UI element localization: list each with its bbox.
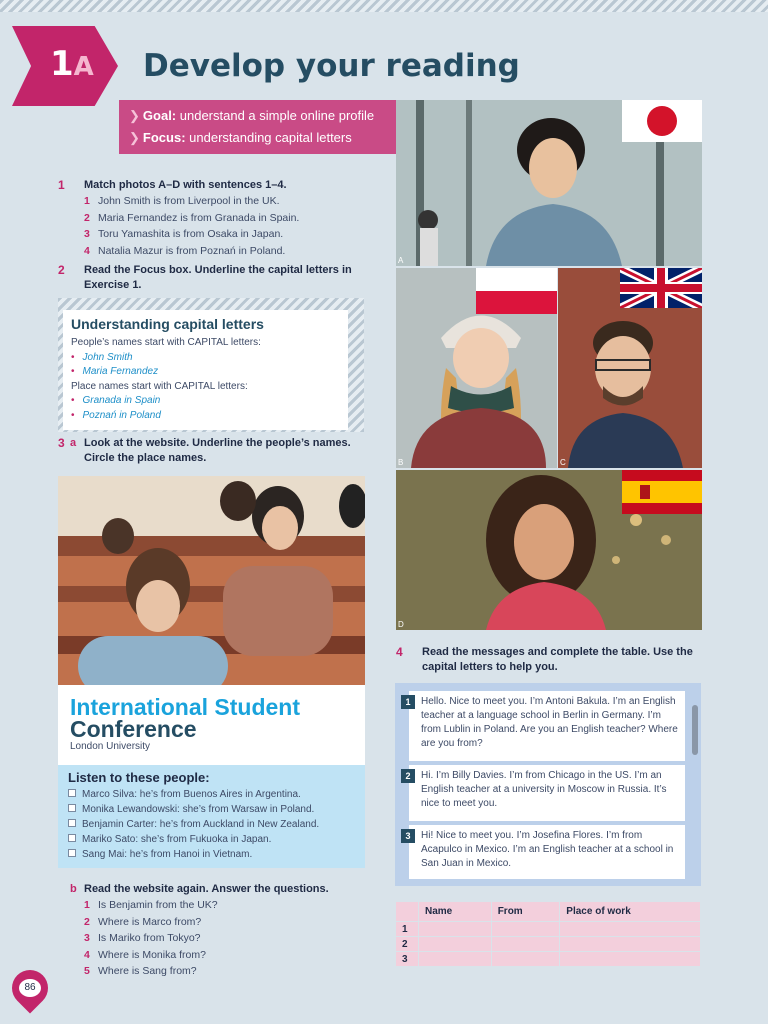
photo-d-label: D <box>398 620 404 629</box>
table-header: From <box>492 902 560 921</box>
from-cell[interactable] <box>492 937 560 951</box>
example-place: • Poznań in Poland <box>71 409 348 424</box>
conference-subtitle: London University <box>70 741 151 752</box>
page-number: 86 <box>19 979 41 997</box>
list-item: Marco Silva: he’s from Buenos Aires in Argentina. <box>68 787 365 802</box>
exercise-3a: 3 a Look at the website. Underline the people’s names. Circle the place names. <box>58 436 351 464</box>
message-2 <box>405 765 685 821</box>
unit-number: 1A <box>50 44 94 84</box>
name-cell[interactable] <box>419 952 491 966</box>
from-cell[interactable] <box>492 922 560 936</box>
answer-table <box>395 901 701 967</box>
name-cell[interactable] <box>419 937 491 951</box>
table-header <box>396 902 418 921</box>
list-item: 2 Where is Marco from? <box>84 915 202 928</box>
focus-box-title: Understanding capital letters <box>71 316 264 332</box>
message-text: Hi. I’m Billy Davies. I’m from Chicago in the US. I’m an English teacher at a university in Moscow in Russia. It’s nice to meet you. <box>421 770 667 809</box>
page-title: Develop your reading <box>143 48 520 84</box>
scrollbar[interactable] <box>692 705 698 755</box>
exercise-1: 1 Match photos A–D with sentences 1–4. <box>58 178 287 192</box>
table-row <box>396 952 700 966</box>
list-item: 2 Maria Fernandez is from Granada in Spain. <box>84 211 300 224</box>
list-item: 1 Is Benjamin from the UK? <box>84 899 218 911</box>
table-header: Name <box>419 902 491 921</box>
japan-flag-icon <box>622 100 702 142</box>
uk-flag-icon <box>620 268 702 308</box>
message-text: Hi! Nice to meet you. I’m Josefina Flores. I’m from Acapulco in Mexico. I’m an English teacher at a school in San Juan in Mexico. <box>421 830 674 869</box>
photo-a-label: A <box>398 256 404 265</box>
message-text: Hello. Nice to meet you. I’m Antoni Bakula. I’m an English teacher at a language school in Berlin in Germany. I’m from Lublin in Poland. Are you an English teacher? Where are you from? <box>421 696 678 749</box>
page-number-badge <box>5 963 56 1014</box>
photo-b-label: B <box>398 458 404 467</box>
message-number: 2 <box>401 769 415 783</box>
focus-rule-places: Place names start with CAPITAL letters: <box>71 380 248 392</box>
row-number: 3 <box>396 952 418 966</box>
messages-panel <box>395 683 701 886</box>
message-number: 1 <box>401 695 415 709</box>
poland-flag-icon <box>476 268 557 314</box>
list-item: Monika Lewandowski: she’s from Warsaw in Poland. <box>68 802 365 817</box>
spain-flag-icon <box>622 470 702 514</box>
list-item: 4 Natalia Mazur is from Poznań in Poland. <box>84 244 286 257</box>
chevron-right-icon: ❯ <box>129 130 140 145</box>
goal-focus-box <box>119 100 396 154</box>
table-header-row <box>396 902 700 921</box>
list-item: 5 Where is Sang from? <box>84 965 197 977</box>
photo-c-label: C <box>560 458 566 467</box>
exercise-1-list <box>84 193 299 259</box>
place-of-work-cell[interactable] <box>560 937 700 951</box>
list-item: Sang Mai: he’s from Hanoi in Vietnam. <box>68 847 365 862</box>
example-place: • Granada in Spain <box>71 394 348 409</box>
exercise-2: 2 Read the Focus box. Underline the capital letters in Exercise 1. <box>58 263 352 291</box>
place-of-work-cell[interactable] <box>560 952 700 966</box>
list-item: Benjamin Carter: he’s from Auckland in New Zealand. <box>68 817 365 832</box>
table-header: Place of work <box>560 902 700 921</box>
focus-rule-people: People’s names start with CAPITAL letters: <box>71 337 261 348</box>
students-photo <box>58 476 365 685</box>
exercise-4: 4 Read the messages and complete the table. Use the capital letters to help you. <box>396 645 693 673</box>
example-person: • Maria Fernandez <box>71 365 348 380</box>
exercise-3b: b Read the website again. Answer the questions. <box>70 883 329 895</box>
table-row <box>396 922 700 936</box>
list-item: 3 Is Mariko from Tokyo? <box>84 932 201 944</box>
row-number: 1 <box>396 922 418 936</box>
focus-box <box>63 310 348 430</box>
chevron-right-icon: ❯ <box>129 108 140 123</box>
list-item: 1 John Smith is from Liverpool in the UK. <box>84 195 280 207</box>
speakers-list <box>58 765 365 868</box>
message-1 <box>405 691 685 761</box>
conference-title: International Student <box>70 694 300 720</box>
top-hatch-border <box>0 0 768 12</box>
example-person: • John Smith <box>71 351 348 366</box>
goal-line: ❯ Goal: understand a simple online profile <box>129 108 375 123</box>
focus-box-border <box>58 298 364 432</box>
list-item: 3 Toru Yamashita is from Osaka in Japan. <box>84 228 284 240</box>
list-item: Mariko Sato: she’s from Fukuoka in Japan. <box>68 832 365 847</box>
name-cell[interactable] <box>419 922 491 936</box>
focus-line: ❯ Focus: understanding capital letters <box>129 130 352 145</box>
message-number: 3 <box>401 829 415 843</box>
message-3 <box>405 825 685 879</box>
from-cell[interactable] <box>492 952 560 966</box>
row-number: 2 <box>396 937 418 951</box>
list-item: 4 Where is Monika from? <box>84 948 206 961</box>
exercise-3b-list <box>84 897 218 980</box>
conference-title-line2: Conference <box>70 716 197 742</box>
table-row <box>396 937 700 951</box>
place-of-work-cell[interactable] <box>560 922 700 936</box>
speakers-heading: Listen to these people: <box>68 770 210 785</box>
conference-website <box>58 476 365 868</box>
